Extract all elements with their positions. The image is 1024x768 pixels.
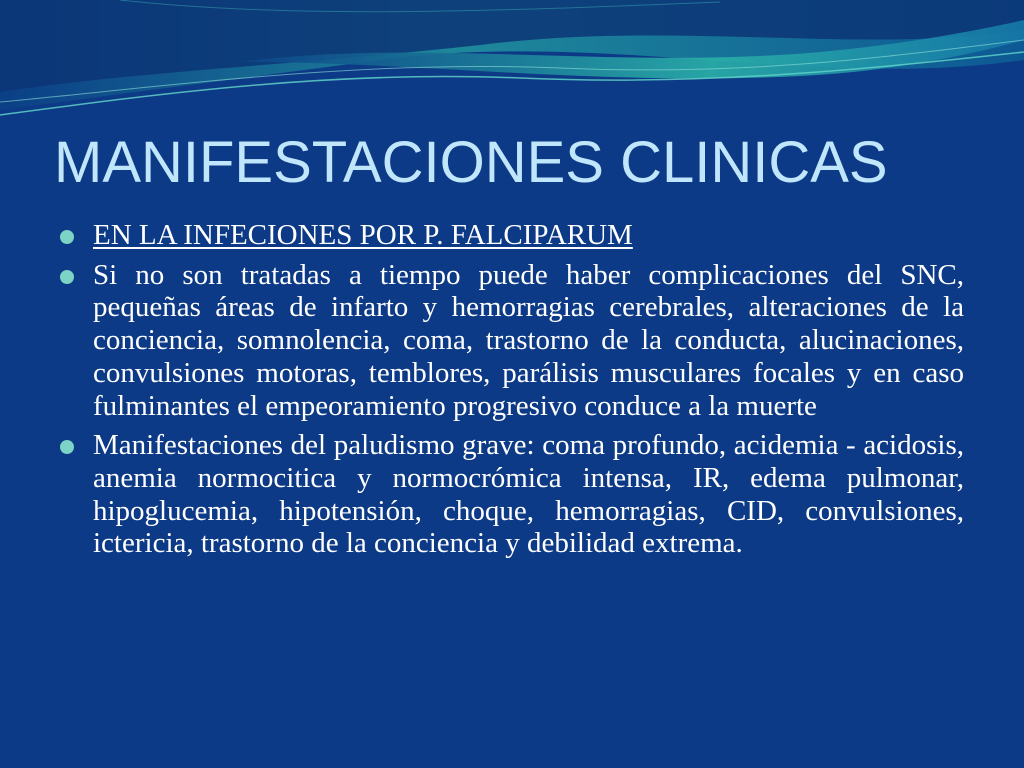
header-wave-decoration: [0, 0, 1024, 130]
bullet-dot-icon: [60, 230, 74, 244]
bullet-dot-icon: [60, 440, 74, 454]
bullet-item: [0, 429, 1024, 560]
bullet-list: [0, 219, 1024, 567]
bullet-text: Manifestaciones del paludismo grave: coma profundo, acidemia - acidosis, anemia normocitica y normocrómica intensa, IR, edema pulmonar, hipoglucemia, hipotensión, choque, hemorragias, CID, convulsiones, ictericia, trastorno de la conciencia y debilidad extrema.: [93, 429, 964, 560]
bullet-item: [0, 219, 1024, 252]
bullet-dot-icon: [60, 270, 74, 284]
bullet-text: Si no son tratadas a tiempo puede haber complicaciones del SNC, pequeñas áreas de infarto y hemorragias cerebrales, alteraciones de la conciencia, somnolencia, coma, trastorno de la conducta, alucinaciones, convulsiones motoras, temblores, parálisis musculares focales y en caso fulminantes el empeoramiento progresivo conduce a la muerte: [93, 258, 964, 422]
bullet-item: [0, 259, 1024, 423]
slide-title: MANIFESTACIONES CLINICAS: [54, 130, 888, 195]
bullet-text: EN LA INFECIONES POR P. FALCIPARUM: [93, 219, 633, 251]
